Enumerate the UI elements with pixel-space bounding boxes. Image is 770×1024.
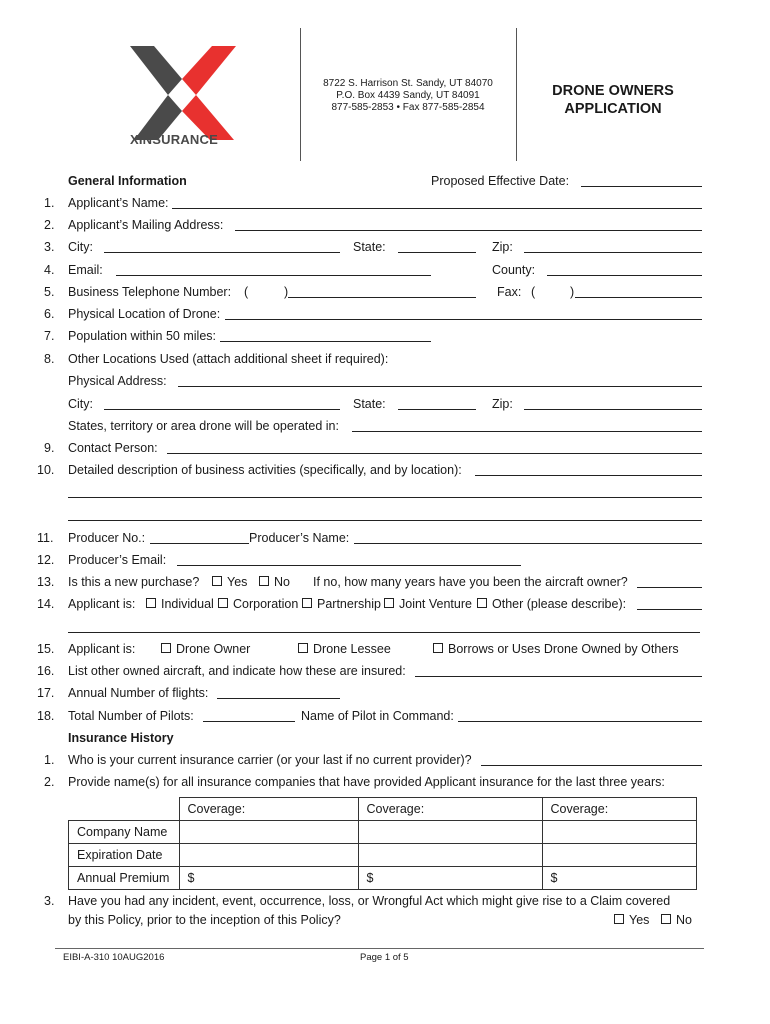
prior-incident-no-option[interactable]: No bbox=[661, 914, 692, 927]
other-zip-label: Zip: bbox=[492, 397, 513, 411]
zip-label: Zip: bbox=[492, 240, 513, 254]
other-describe-field-2[interactable] bbox=[68, 632, 700, 633]
city-field[interactable] bbox=[104, 252, 340, 253]
pilot-in-command-label: Name of Pilot in Command: bbox=[301, 709, 454, 723]
mailing-address-label: Applicant’s Mailing Address: bbox=[68, 218, 224, 232]
population-field[interactable] bbox=[220, 341, 431, 342]
expiration-cell[interactable] bbox=[358, 844, 542, 867]
applicant-type-label: Applicant is: bbox=[68, 597, 136, 611]
other-city-label: City: bbox=[68, 397, 93, 411]
fax-label: Fax: bbox=[497, 285, 522, 299]
borrows-option[interactable]: Borrows or Uses Drone Owned by Others bbox=[433, 643, 679, 656]
drone-lessee-option[interactable]: Drone Lessee bbox=[298, 643, 391, 656]
physical-address-field[interactable] bbox=[178, 386, 702, 387]
premium-cell[interactable]: $ bbox=[179, 867, 358, 890]
row-label-premium: Annual Premium bbox=[69, 867, 180, 890]
item-number: 18. bbox=[37, 709, 55, 723]
business-description-field-3[interactable] bbox=[68, 520, 702, 521]
joint-venture-option[interactable]: Joint Venture bbox=[384, 598, 472, 611]
business-description-field-2[interactable] bbox=[68, 497, 702, 498]
item-number: 15. bbox=[37, 642, 55, 656]
item-number: 12. bbox=[37, 553, 55, 567]
individual-option[interactable]: Individual bbox=[146, 598, 214, 611]
fax-paren-close: ) bbox=[570, 285, 575, 299]
other-state-field[interactable] bbox=[398, 409, 476, 410]
table-row bbox=[69, 821, 697, 844]
business-description-label: Detailed description of business activities (specifically, and by location): bbox=[68, 463, 462, 477]
yes-checkbox[interactable] bbox=[212, 576, 222, 586]
address-line-2: P.O. Box 4439 Sandy, UT 84091 bbox=[336, 90, 480, 101]
drone-location-label: Physical Location of Drone: bbox=[68, 307, 221, 321]
item-number: 4. bbox=[44, 263, 55, 277]
physical-address-label: Physical Address: bbox=[68, 374, 167, 388]
other-state-label: State: bbox=[353, 397, 386, 411]
county-field[interactable] bbox=[547, 275, 702, 276]
company-cell[interactable] bbox=[542, 821, 696, 844]
address-line-1: 8722 S. Harrison St. Sandy, UT 84070 bbox=[323, 78, 493, 89]
item-number: 3. bbox=[44, 894, 55, 908]
premium-cell[interactable]: $ bbox=[358, 867, 542, 890]
item-number: 10. bbox=[37, 463, 55, 477]
state-label: State: bbox=[353, 240, 386, 254]
current-carrier-field[interactable] bbox=[481, 765, 702, 766]
other-option[interactable]: Other (please describe): bbox=[477, 598, 626, 611]
partnership-option[interactable]: Partnership bbox=[302, 598, 381, 611]
table-row bbox=[69, 844, 697, 867]
coverage-table bbox=[68, 797, 697, 890]
prior-incident-label: Have you had any incident, event, occurrence, loss, or Wrongful Act which might give rise to a Claim covered bbox=[68, 894, 671, 908]
email-label: Email: bbox=[68, 263, 103, 277]
pilot-in-command-field[interactable] bbox=[458, 721, 702, 722]
total-pilots-label: Total Number of Pilots: bbox=[68, 709, 194, 723]
expiration-cell[interactable] bbox=[542, 844, 696, 867]
coverage-header: Coverage: bbox=[358, 798, 542, 821]
applicant-role-label: Applicant is: bbox=[68, 642, 136, 656]
header-divider-right bbox=[516, 28, 517, 161]
yes-checkbox[interactable] bbox=[614, 914, 624, 924]
coverage-header: Coverage: bbox=[179, 798, 358, 821]
phone-paren-open: ( bbox=[244, 285, 249, 299]
producer-email-field[interactable] bbox=[177, 565, 521, 566]
no-checkbox[interactable] bbox=[661, 914, 671, 924]
phone-fax-line: 877-585-2853 • Fax 877-585-2854 bbox=[331, 102, 485, 113]
current-carrier-label: Who is your current insurance carrier (or your last if no current provider)? bbox=[68, 753, 472, 767]
item-number: 3. bbox=[44, 240, 55, 254]
other-aircraft-label: List other owned aircraft, and indicate how these are insured: bbox=[68, 664, 406, 678]
individual-checkbox[interactable] bbox=[146, 598, 156, 608]
new-purchase-label: Is this a new purchase? bbox=[68, 575, 200, 589]
fax-paren-open: ( bbox=[531, 285, 536, 299]
producer-no-label: Producer No.: bbox=[68, 531, 146, 545]
prior-incident-label-2: by this Policy, prior to the inception of this Policy? bbox=[68, 913, 341, 927]
partnership-checkbox[interactable] bbox=[302, 598, 312, 608]
item-number: 13. bbox=[37, 575, 55, 589]
other-aircraft-field[interactable] bbox=[415, 676, 702, 677]
item-number: 1. bbox=[44, 196, 55, 210]
row-label-company: Company Name bbox=[69, 821, 180, 844]
drone-owner-option[interactable]: Drone Owner bbox=[161, 643, 250, 656]
table-row bbox=[69, 867, 697, 890]
prior-insurers-label: Provide name(s) for all insurance companies that have provided Applicant insurance for the last three years: bbox=[68, 775, 665, 789]
drone-location-field[interactable] bbox=[225, 319, 702, 320]
other-checkbox[interactable] bbox=[477, 598, 487, 608]
city-label: City: bbox=[68, 240, 93, 254]
item-number: 8. bbox=[44, 352, 55, 366]
company-cell[interactable] bbox=[179, 821, 358, 844]
total-pilots-field[interactable] bbox=[203, 721, 295, 722]
other-zip-field[interactable] bbox=[524, 409, 702, 410]
years-owner-field[interactable] bbox=[637, 587, 702, 588]
table-header-row bbox=[69, 798, 697, 821]
county-label: County: bbox=[492, 263, 536, 277]
drone-lessee-checkbox[interactable] bbox=[298, 643, 308, 653]
item-number: 16. bbox=[37, 664, 55, 678]
applicant-name-field[interactable] bbox=[172, 208, 702, 209]
item-number: 9. bbox=[44, 441, 55, 455]
contact-person-label: Contact Person: bbox=[68, 441, 158, 455]
company-address bbox=[300, 78, 516, 114]
item-number: 7. bbox=[44, 329, 55, 343]
joint-venture-checkbox[interactable] bbox=[384, 598, 394, 608]
annual-flights-field[interactable] bbox=[217, 698, 340, 699]
state-field[interactable] bbox=[398, 252, 476, 253]
company-cell[interactable] bbox=[358, 821, 542, 844]
premium-cell[interactable]: $ bbox=[542, 867, 696, 890]
applicant-name-label: Applicant’s Name: bbox=[68, 196, 169, 210]
population-label: Population within 50 miles: bbox=[68, 329, 216, 343]
phone-paren-close: ) bbox=[284, 285, 289, 299]
page-number: Page 1 of 5 bbox=[360, 952, 409, 963]
corporation-checkbox[interactable] bbox=[218, 598, 228, 608]
effective-date-label: Proposed Effective Date: bbox=[431, 174, 570, 188]
operating-states-label: States, territory or area drone will be operated in: bbox=[68, 419, 339, 433]
item-number: 11. bbox=[37, 531, 54, 545]
contact-person-field[interactable] bbox=[167, 453, 702, 454]
producer-email-label: Producer’s Email: bbox=[68, 553, 167, 567]
fax-field[interactable] bbox=[575, 297, 702, 298]
mailing-address-field[interactable] bbox=[235, 230, 702, 231]
other-city-field[interactable] bbox=[104, 409, 340, 410]
no-checkbox[interactable] bbox=[259, 576, 269, 586]
item-number: 17. bbox=[37, 686, 55, 700]
new-purchase-yes-option[interactable]: Yes bbox=[212, 576, 247, 589]
new-purchase-no-option[interactable]: No bbox=[259, 576, 290, 589]
borrows-checkbox[interactable] bbox=[433, 643, 443, 653]
company-name: XINSURANCE bbox=[130, 132, 218, 147]
item-number: 6. bbox=[44, 307, 55, 321]
expiration-cell[interactable] bbox=[179, 844, 358, 867]
prior-incident-yes-option[interactable]: Yes bbox=[614, 914, 649, 927]
item-number: 14. bbox=[37, 597, 55, 611]
coverage-header: Coverage: bbox=[542, 798, 696, 821]
row-label-expiration: Expiration Date bbox=[69, 844, 180, 867]
effective-date-field[interactable] bbox=[581, 186, 702, 187]
business-phone-label: Business Telephone Number: bbox=[68, 285, 232, 299]
item-number: 2. bbox=[44, 218, 55, 232]
other-locations-label: Other Locations Used (attach additional sheet if required): bbox=[68, 352, 389, 366]
corporation-option[interactable]: Corporation bbox=[218, 598, 298, 611]
producer-name-field[interactable] bbox=[354, 543, 702, 544]
annual-flights-label: Annual Number of flights: bbox=[68, 686, 209, 700]
form-title: DRONE OWNERS APPLICATION bbox=[552, 83, 674, 117]
other-describe-field[interactable] bbox=[637, 609, 702, 610]
producer-no-field[interactable] bbox=[150, 543, 249, 544]
item-number: 2. bbox=[44, 775, 55, 789]
drone-owner-checkbox[interactable] bbox=[161, 643, 171, 653]
operating-states-field[interactable] bbox=[352, 431, 702, 432]
zip-field[interactable] bbox=[524, 252, 702, 253]
item-number: 5. bbox=[44, 285, 55, 299]
footer-rule bbox=[55, 948, 704, 949]
insurance-history-heading: Insurance History bbox=[68, 731, 174, 745]
business-description-field[interactable] bbox=[475, 475, 702, 476]
email-field[interactable] bbox=[116, 275, 431, 276]
form-id: EIBI-A-310 10AUG2016 bbox=[63, 952, 165, 963]
item-number: 1. bbox=[44, 753, 55, 767]
general-info-heading: General Information bbox=[68, 174, 187, 188]
producer-name-label: Producer’s Name: bbox=[249, 531, 350, 545]
business-phone-field[interactable] bbox=[288, 297, 476, 298]
years-owner-label: If no, how many years have you been the aircraft owner? bbox=[313, 575, 628, 589]
